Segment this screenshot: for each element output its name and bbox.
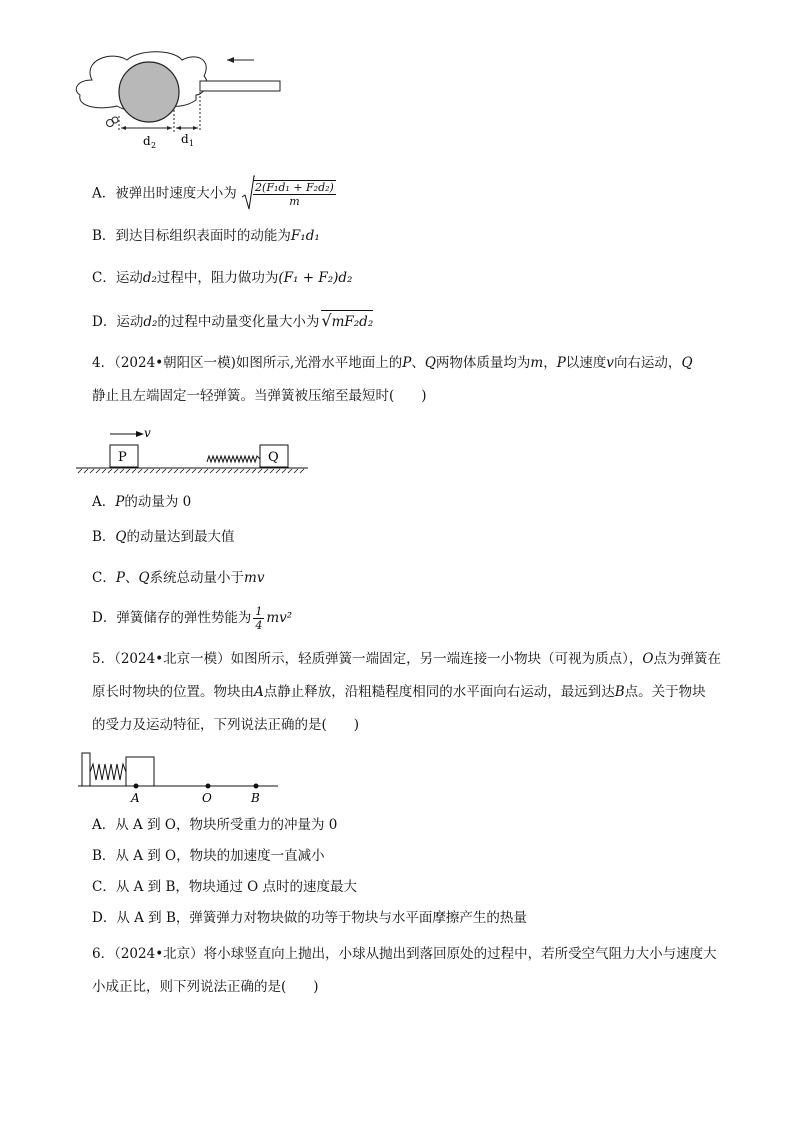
q3-option-a[interactable]: A．被弹出时速度大小为 $\frac{\text{2(F₁d₁ + F₂d₂)}}{m}$ — [92, 175, 338, 213]
q6-stem: 6．（2024•北京）将小球竖直向上抛出，小球从抛出到落回原处的过程中，若所受空气阻力大小与速度大 小成正比，则下列说法正确的是( ) — [92, 946, 717, 995]
point-o — [206, 784, 211, 789]
sqrt-formula: $\frac{\text{2(F₁d₁ + F₂d₂)}}{m}$ — [241, 175, 338, 213]
point-a — [134, 784, 139, 789]
svg-text:1: 1 — [189, 139, 195, 148]
label-d1: d — [181, 132, 189, 146]
svg-text:A: A — [131, 791, 140, 805]
figure-spring-block — [74, 750, 284, 808]
q3-option-b[interactable]: B．到达目标组织表面时的动能为F₁d₁ — [92, 228, 320, 244]
figure-p-q-spring — [72, 425, 312, 480]
arrow-head-icon — [136, 431, 144, 437]
q4-option-c[interactable]: C．P、Q系统总动量小于mv — [92, 570, 265, 586]
svg-text:Q: Q — [268, 450, 279, 465]
wall — [82, 753, 90, 786]
q4-option-d[interactable]: D．弹簧储存的弹性势能为 $\frac{1}{4}$ mv² — [92, 605, 293, 632]
launch-rod — [200, 81, 280, 91]
q4-option-a[interactable]: A．P的动量为 0 — [92, 494, 192, 510]
q5-option-c[interactable]: C．从 A 到 B，物块通过 O 点时的速度最大 — [92, 879, 358, 895]
q5-option-d[interactable]: D．从 A 到 B，弹簧弹力对物块做的功等于物块与水平面摩擦产生的热量 — [92, 910, 527, 926]
q5-stem: 5．（2024•北京一模）如图所示，轻质弹簧一端固定，另一端连接一小物块（可视为质点），O点为弹簧在 原长时物块的位置。物块由A点静止释放，沿粗糙程度相同的水平面向右运动，最远到达B点。关于物块 的受力及运动特征，下列说法正确的是( ) — [92, 651, 721, 733]
q4-option-b[interactable]: B．Q的动量达到最大值 — [92, 529, 235, 545]
sqrt-d: √mF₂d₂ — [321, 311, 374, 330]
label-d2: d — [143, 134, 151, 148]
svg-text:P: P — [118, 450, 127, 465]
svg-text:v: v — [144, 426, 151, 440]
figure-ball-tissue — [72, 50, 292, 155]
bubble-small — [107, 120, 114, 127]
spring — [207, 456, 260, 462]
arrow-head-icon — [227, 57, 234, 63]
point-b — [254, 784, 259, 789]
q3-option-d[interactable]: D．运动d₂的过程中动量变化量大小为 √mF₂d₂ — [92, 311, 374, 330]
q4-stem: 4．（2024•朝阳区一模)如图所示,光滑水平地面上的P、Q两物体质量均为m，P以速度v向右运动，Q 静止且左端固定一轻弹簧。当弹簧被压缩至最短时( ) — [92, 355, 693, 404]
ball — [119, 62, 179, 122]
svg-text:O: O — [202, 791, 212, 805]
q5-option-a[interactable]: A．从 A 到 O，物块所受重力的冲量为 0 — [92, 817, 338, 833]
spring — [90, 764, 126, 780]
svg-text:B: B — [251, 791, 260, 805]
svg-text:2: 2 — [151, 141, 157, 150]
block — [126, 757, 154, 786]
q5-option-b[interactable]: B．从 A 到 O，物块的加速度一直减小 — [92, 848, 325, 864]
q3-option-c[interactable]: C．运动d₂过程中，阻力做功为(F₁ + F₂)d₂ — [92, 270, 353, 286]
